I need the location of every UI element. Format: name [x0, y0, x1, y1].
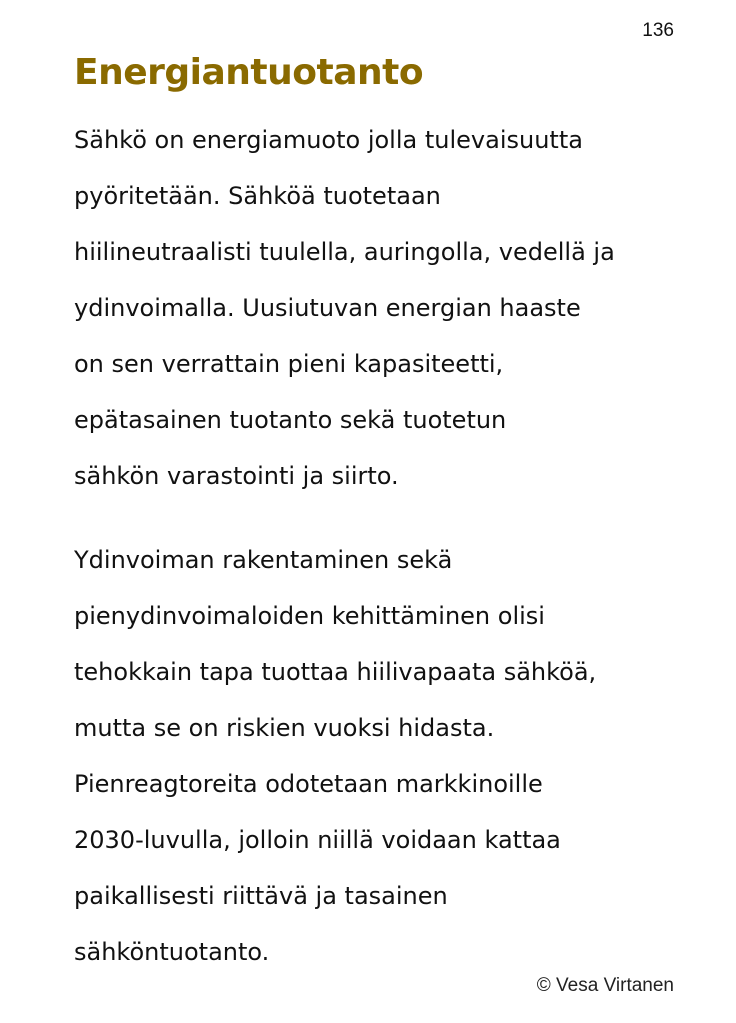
paragraph-2: [74, 532, 694, 980]
text-line: mutta se on riskien vuoksi hidasta.: [74, 714, 495, 742]
page-title: Energiantuotanto: [74, 52, 424, 93]
paragraph-1: [74, 112, 694, 504]
text-line: pyöritetään. Sähköä tuotetaan: [74, 182, 441, 210]
text-line: 2030-luvulla, jolloin niillä voidaan kattaa: [74, 826, 561, 854]
text-line: sähkön varastointi ja siirto.: [74, 462, 399, 490]
text-line: Sähkö on energiamuoto jolla tulevaisuutta: [74, 126, 583, 154]
text-line: Ydinvoiman rakentaminen sekä: [74, 546, 453, 574]
text-line: sähköntuotanto.: [74, 938, 270, 966]
text-line: on sen verrattain pieni kapasiteetti,: [74, 350, 504, 378]
text-line: ydinvoimalla. Uusiutuvan energian haaste: [74, 294, 581, 322]
text-line: pienydinvoimaloiden kehittäminen olisi: [74, 602, 545, 630]
text-line: hiilineutraalisti tuulella, auringolla, vedellä ja: [74, 238, 615, 266]
text-line: Pienreagtoreita odotetaan markkinoille: [74, 770, 543, 798]
copyright-notice: © Vesa Virtanen: [536, 975, 674, 996]
text-line: paikallisesti riittävä ja tasainen: [74, 882, 448, 910]
text-line: tehokkain tapa tuottaa hiilivapaata sähköä,: [74, 658, 597, 686]
page-number: 136: [642, 20, 674, 41]
text-line: epätasainen tuotanto sekä tuotetun: [74, 406, 507, 434]
